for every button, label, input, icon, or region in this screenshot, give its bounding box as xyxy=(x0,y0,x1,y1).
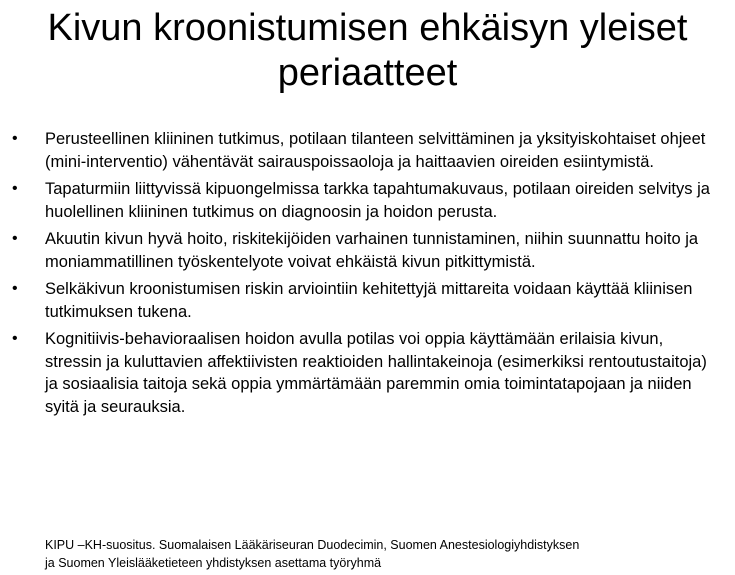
bullet-dot-icon: • xyxy=(12,130,18,147)
bullet-dot-icon: • xyxy=(12,280,18,297)
bullet-list xyxy=(12,128,722,423)
bullet-text-1: Perusteellinen kliininen tutkimus, potilaan tilanteen selvittäminen ja yksityiskohtaiset ohjeet (mini-interventio) vähentävät sairauspoissaoloja ja haittaavien oireiden esiintymistä. xyxy=(45,130,706,171)
bullet-dot-icon: • xyxy=(12,180,18,197)
slide-title xyxy=(10,6,725,96)
bullet-item-5 xyxy=(12,328,722,418)
bullet-text-4: Selkäkivun kroonistumisen riskin arviointiin kehitettyjä mittareita voidaan käyttää kliinisen tutkimuksen tukena. xyxy=(45,280,693,321)
source-citation xyxy=(45,537,705,572)
bullet-item-1 xyxy=(12,128,722,173)
bullet-text-3: Akuutin kivun hyvä hoito, riskitekijöiden varhainen tunnistaminen, niihin suunnattu hoito ja moniammatillinen työskentelyote voivat ehkäistä kivun pitkittymistä. xyxy=(45,230,699,271)
bullet-text-2: Tapaturmiin liittyvissä kipuongelmissa tarkka tapahtumakuvaus, potilaan oireiden selvitys ja huolellinen kliininen tutkimus on diagnoosin ja hoidon perusta. xyxy=(45,180,710,221)
bullet-text-5: Kognitiivis-behavioraalisen hoidon avulla potilas voi oppia käyttämään erilaisia kivun, stressin ja kuluttavien affektiivisten reaktioiden hallintakeinoja (esimerkiksi rentoutustaitoja) ja sosiaalisia taitoja sekä oppia ymmärtämään paremmin omia toimintatapojaan ja niiden syitä ja seurauksia. xyxy=(45,330,707,416)
bullet-item-4 xyxy=(12,278,722,323)
bullet-dot-icon: • xyxy=(12,230,18,247)
bullet-item-2 xyxy=(12,178,722,223)
source-line-1: KIPU –KH-suositus. Suomalaisen Lääkäriseuran Duodecimin, Suomen Anestesiologiyhdistyksen xyxy=(45,538,580,552)
bullet-item-3 xyxy=(12,228,722,273)
bullet-dot-icon: • xyxy=(12,330,18,347)
slide-title-line-2: periaatteet xyxy=(277,52,458,94)
source-line-2: ja Suomen Yleislääketieteen yhdistyksen asettama työryhmä xyxy=(45,555,382,570)
slide-title-line-1: Kivun kroonistumisen ehkäisyn yleiset xyxy=(47,7,688,49)
